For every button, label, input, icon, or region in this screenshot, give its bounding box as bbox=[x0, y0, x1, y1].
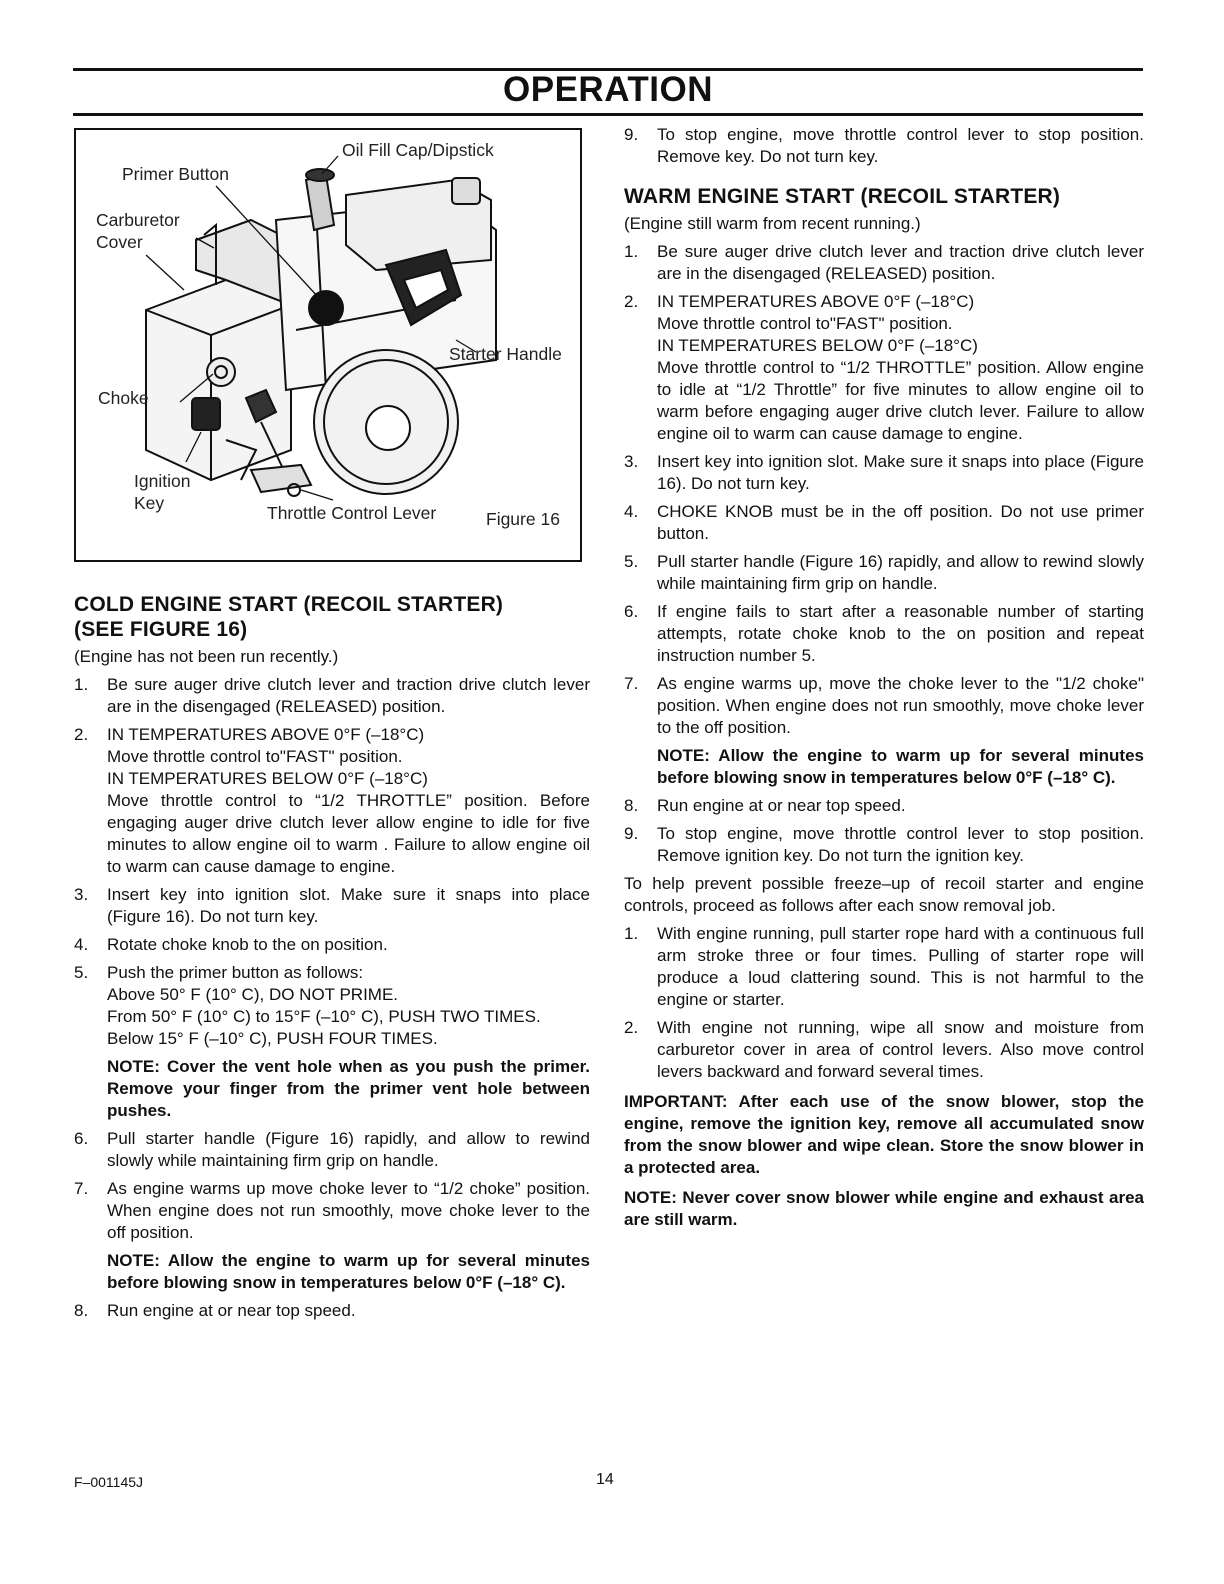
freeze-steps bbox=[624, 923, 1144, 1083]
important-note: IMPORTANT: After each use of the snow blower, stop the engine, remove the ignition key, remove all accumulated snow from the snow blower and wipe clean. Store the snow blower in a protected area. bbox=[624, 1092, 1144, 1177]
list-item: 4. CHOKE KNOB must be in the off position. Do not use primer button. bbox=[624, 502, 1144, 543]
list-item: 3. Insert key into ignition slot. Make sure it snaps into place (Figure 16). Do not turn key. bbox=[624, 452, 1144, 493]
label-choke: Choke bbox=[98, 388, 149, 408]
freeze-intro: To help prevent possible freeze–up of recoil starter and engine controls, proceed as follows after each snow removal job. bbox=[624, 874, 1144, 915]
figure-caption: Figure 16 bbox=[486, 509, 560, 529]
list-item: 7. As engine warms up move choke lever to “1/2 choke” position. When engine does not run smoothly, move choke lever to the off position. bbox=[74, 1179, 590, 1242]
list-item: 7. As engine warms up, move the choke lever to the "1/2 choke" position. When engine does not run smoothly, move choke lever to the off position. bbox=[624, 674, 1144, 737]
cold-start-steps-end bbox=[74, 1300, 590, 1322]
list-item: 4. Rotate choke knob to the on position. bbox=[74, 935, 388, 954]
label-primer-button: Primer Button bbox=[122, 164, 229, 184]
right-column bbox=[624, 124, 1144, 1239]
label-throttle-lever: Throttle Control Lever bbox=[267, 503, 437, 523]
label-ignition: Ignition bbox=[134, 471, 191, 491]
label-carburetor-cover: Cover bbox=[96, 232, 143, 252]
list-item: 1. Be sure auger drive clutch lever and traction drive clutch lever are in the disengaged (RELEASED) position. bbox=[624, 242, 1144, 283]
figure-16 bbox=[74, 128, 582, 562]
final-note: NOTE: Never cover snow blower while engine and exhaust area are still warm. bbox=[624, 1188, 1144, 1229]
list-item: 9. To stop engine, move throttle control lever to stop position. Remove key. Do not turn key. bbox=[624, 125, 1144, 166]
list-item: 6. If engine fails to start after a reasonable number of starting attempts, rotate choke knob to the on position and repeat instruction number 5. bbox=[624, 602, 1144, 665]
warm-start-intro: (Engine still warm from recent running.) bbox=[624, 214, 921, 233]
cold-start-intro: (Engine has not been run recently.) bbox=[74, 647, 339, 666]
label-oil-fill: Oil Fill Cap/Dipstick bbox=[342, 140, 494, 160]
list-item: 9. To stop engine, move throttle control lever to stop position. Remove ignition key. Do not turn the ignition key. bbox=[624, 824, 1144, 865]
list-item: 3. Insert key into ignition slot. Make sure it snaps into place (Figure 16). Do not turn key. bbox=[74, 885, 590, 926]
cold-start-steps-cont bbox=[74, 1128, 590, 1244]
list-item: 5. Push the primer button as follows: Above 50° F (10° C), DO NOT PRIME. From 50° F (10° C) to 15°F (–10° C), PUSH TWO TIMES. Below 15° F (–10° C), PUSH FOUR TIMES. bbox=[74, 963, 541, 1048]
warm-start-heading: WARM ENGINE START (RECOIL STARTER) bbox=[624, 185, 1061, 208]
list-item: 8. Run engine at or near top speed. bbox=[74, 1301, 356, 1320]
page-title: OPERATION bbox=[503, 70, 713, 109]
list-item: 2. IN TEMPERATURES ABOVE 0°F (–18°C) Move throttle control to"FAST" position. IN TEMPERATURES BELOW 0°F (–18°C) Move throttle control to “1/2 THROTTLE” position. Allow engine to idle at “1/2 Throttle” for five minutes to allow engine oil to warm before engaging auger drive clutch lever. Failure to allow engine oil to warm can cause damage to engine. bbox=[624, 292, 1144, 443]
document-code: F–001145J bbox=[74, 1474, 144, 1490]
page-number: 14 bbox=[596, 1471, 614, 1488]
warm-start-steps-end bbox=[624, 795, 1144, 867]
warm-start-steps bbox=[624, 241, 1144, 739]
cold-start-step-9 bbox=[624, 124, 1144, 168]
label-ignition-key: Key bbox=[134, 493, 165, 513]
label-starter-handle: Starter Handle bbox=[449, 344, 562, 364]
label-carburetor: Carburetor bbox=[96, 210, 180, 230]
cold-start-heading: COLD ENGINE START (RECOIL STARTER) (SEE FIGURE 16) bbox=[74, 593, 504, 641]
list-item: 2. IN TEMPERATURES ABOVE 0°F (–18°C) Move throttle control to"FAST" position. IN TEMPERATURES BELOW 0°F (–18°C) Move throttle control to “1/2 THROTTLE” position. Before engaging auger drive clutch lever allow engine to idle for five minutes to allow engine oil to warm . Failure to allow engine oil to warm can cause damage to engine. bbox=[74, 725, 590, 876]
cold-start-steps bbox=[74, 674, 590, 1050]
list-item: 5. Pull starter handle (Figure 16) rapidly, and allow to rewind slowly while maintaining firm grip on handle. bbox=[624, 552, 1144, 593]
list-item: 2. With engine not running, wipe all snow and moisture from carburetor cover in area of control levers. Also move control levers backward and forward several times. bbox=[624, 1018, 1144, 1081]
list-item: 1. Be sure auger drive clutch lever and traction drive clutch lever are in the disengaged (RELEASED) position. bbox=[74, 675, 590, 716]
left-column bbox=[74, 128, 590, 1328]
note-primer: NOTE: Cover the vent hole when as you push the primer. Remove your finger from the primer vent hole between pushes. bbox=[107, 1057, 590, 1120]
list-item: 1. With engine running, pull starter rope hard with a continuous full arm stroke three or four times. Pulling of starter rope will produce a loud clattering sound. This is not harmful to the engine or starter. bbox=[624, 924, 1144, 1009]
note-warm-up-cold: NOTE: Allow the engine to warm up for several minutes before blowing snow in temperatures below 0°F (–18° C). bbox=[107, 1251, 590, 1292]
list-item: 8. Run engine at or near top speed. bbox=[624, 796, 906, 815]
title-rule bbox=[73, 113, 1143, 116]
note-warm-up-warm: NOTE: Allow the engine to warm up for several minutes before blowing snow in temperatures below 0°F (–18° C). bbox=[657, 746, 1144, 787]
list-item: 6. Pull starter handle (Figure 16) rapidly, and allow to rewind slowly while maintaining firm grip on handle. bbox=[74, 1129, 590, 1170]
